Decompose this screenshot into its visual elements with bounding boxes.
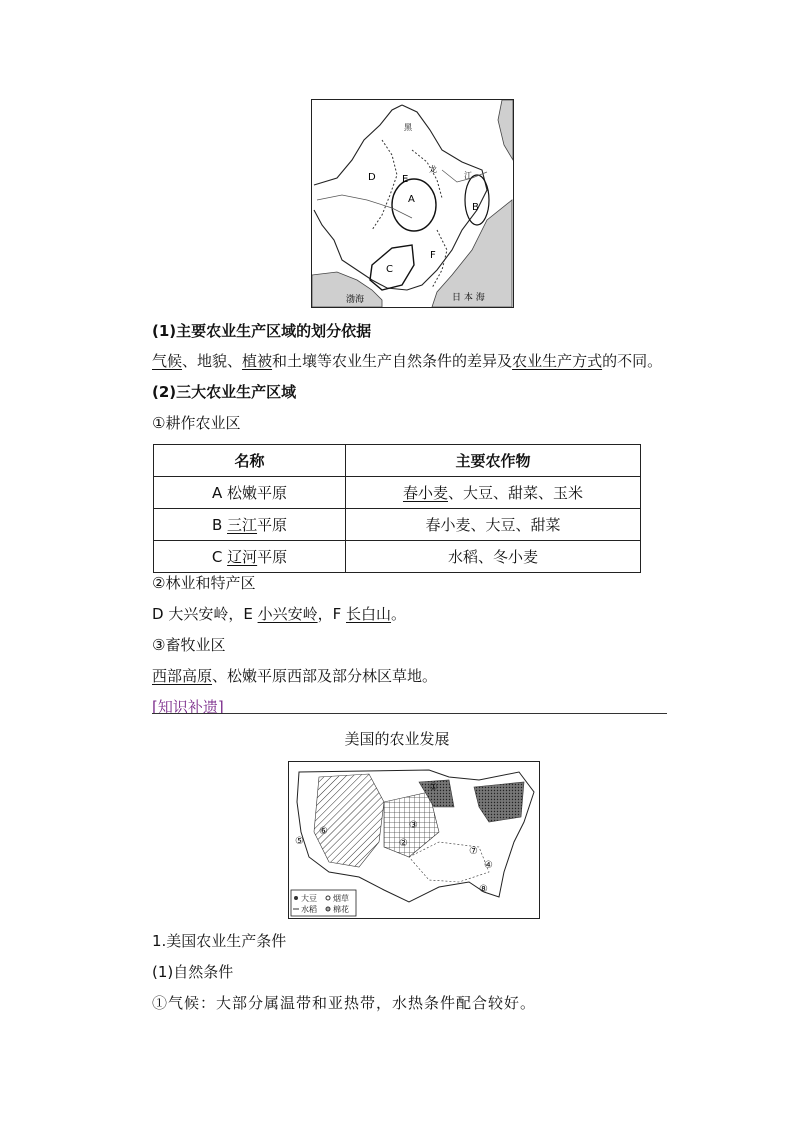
table-row bbox=[154, 541, 641, 573]
term-xiaoxinganling: 小兴安岭 bbox=[257, 605, 318, 623]
section1-body bbox=[152, 350, 662, 372]
farm-zone-title: ①耕作农业区 bbox=[152, 414, 241, 432]
region-b-outline bbox=[465, 175, 489, 225]
label-b: B bbox=[472, 202, 479, 213]
forest-zone-body: D 大兴安岭，E 小兴安岭，F 长白山。 bbox=[152, 605, 407, 623]
supplement-divider bbox=[152, 713, 667, 714]
northeast-map-svg bbox=[312, 100, 513, 307]
us-agriculture-map bbox=[288, 761, 540, 919]
label-hei: 黑 bbox=[404, 123, 412, 132]
north-boundary bbox=[314, 105, 402, 185]
us-section-title: 美国的农业发展 bbox=[344, 730, 450, 748]
term-climate: 气候 bbox=[152, 352, 183, 370]
map-number-7: ⑦ bbox=[469, 846, 478, 857]
xiao-xinganling-ridge bbox=[412, 150, 442, 198]
label-jiang: 江 bbox=[464, 171, 472, 180]
us-climate-text: ①气候：大部分属温带和亚热带，水热条件配合较好。 bbox=[152, 994, 537, 1012]
legend-tobacco: 烟草 bbox=[333, 894, 349, 903]
map-number-6: ⑥ bbox=[319, 826, 328, 837]
map-number-8: ⑧ bbox=[479, 884, 488, 895]
legend-rice: 水稻 bbox=[301, 905, 317, 914]
legend-cotton: 棉花 bbox=[333, 905, 349, 914]
cell-name: A 松嫩平原 bbox=[154, 477, 346, 509]
label-long: 龙 bbox=[429, 165, 437, 174]
map-number-5: ⑤ bbox=[295, 836, 304, 847]
label-e: E bbox=[402, 174, 409, 185]
cell-crops: 春小麦、大豆、甜菜 bbox=[346, 509, 641, 541]
pasture-zone-body: 西部高原、松嫩平原西部及部分林区草地。 bbox=[152, 667, 438, 685]
soy-symbol-icon bbox=[294, 896, 298, 900]
term-vegetation: 植被 bbox=[242, 352, 273, 370]
cotton-symbol-icon bbox=[326, 907, 330, 911]
north-sea-area bbox=[498, 100, 513, 160]
province-boundary bbox=[314, 105, 487, 290]
label-c: C bbox=[386, 264, 393, 275]
supplement-tag: [知识补遗] bbox=[152, 698, 224, 716]
body-text-c: 的不同。 bbox=[602, 352, 663, 370]
header-name: 名称 bbox=[154, 445, 346, 477]
pasture-zone-title: ③畜牧业区 bbox=[152, 636, 226, 654]
northeast-china-map bbox=[311, 99, 514, 308]
label-japan-sea: 日 本 海 bbox=[452, 293, 485, 303]
cell-name: C 辽河平原 bbox=[154, 541, 346, 573]
cell-name: B 三江平原 bbox=[154, 509, 346, 541]
label-d: D bbox=[368, 172, 376, 183]
map-number-2: ② bbox=[399, 838, 408, 849]
river-1 bbox=[317, 195, 412, 218]
crop-table bbox=[153, 444, 641, 573]
map-number-1: ① bbox=[429, 782, 438, 793]
legend-soy: 大豆 bbox=[301, 894, 317, 903]
us-conditions-heading: 1.美国农业生产条件 bbox=[152, 932, 287, 950]
table-header-row bbox=[154, 445, 641, 477]
da-xinganling-ridge bbox=[372, 140, 397, 230]
header-crops: 主要农作物 bbox=[346, 445, 641, 477]
label-bohai: 渤海 bbox=[346, 295, 365, 305]
label-a: A bbox=[408, 194, 415, 205]
section2-heading: (2)三大农业生产区域 bbox=[152, 383, 297, 401]
table-row bbox=[154, 509, 641, 541]
us-natural-heading: (1)自然条件 bbox=[152, 963, 234, 981]
us-map-svg bbox=[289, 762, 539, 918]
map-number-4: ④ bbox=[484, 860, 493, 871]
term-western-plateau: 西部高原 bbox=[152, 667, 213, 685]
body-text-b: 和土壤等农业生产自然条件的差异及 bbox=[272, 352, 513, 370]
body-text-a: 、地貌、 bbox=[182, 352, 243, 370]
section1-heading: (1)主要农业生产区域的划分依据 bbox=[152, 322, 372, 340]
cell-crops: 春小麦、大豆、甜菜、玉米 bbox=[346, 477, 641, 509]
table-row bbox=[154, 477, 641, 509]
term-changbaishan: 长白山 bbox=[346, 605, 392, 623]
label-f: F bbox=[430, 250, 436, 261]
forest-zone-title: ②林业和特产区 bbox=[152, 574, 256, 592]
region-a-outline bbox=[392, 179, 436, 231]
term-production-mode: 农业生产方式 bbox=[512, 352, 603, 370]
map-number-3: ③ bbox=[409, 820, 418, 831]
cell-crops: 水稻、冬小麦 bbox=[346, 541, 641, 573]
